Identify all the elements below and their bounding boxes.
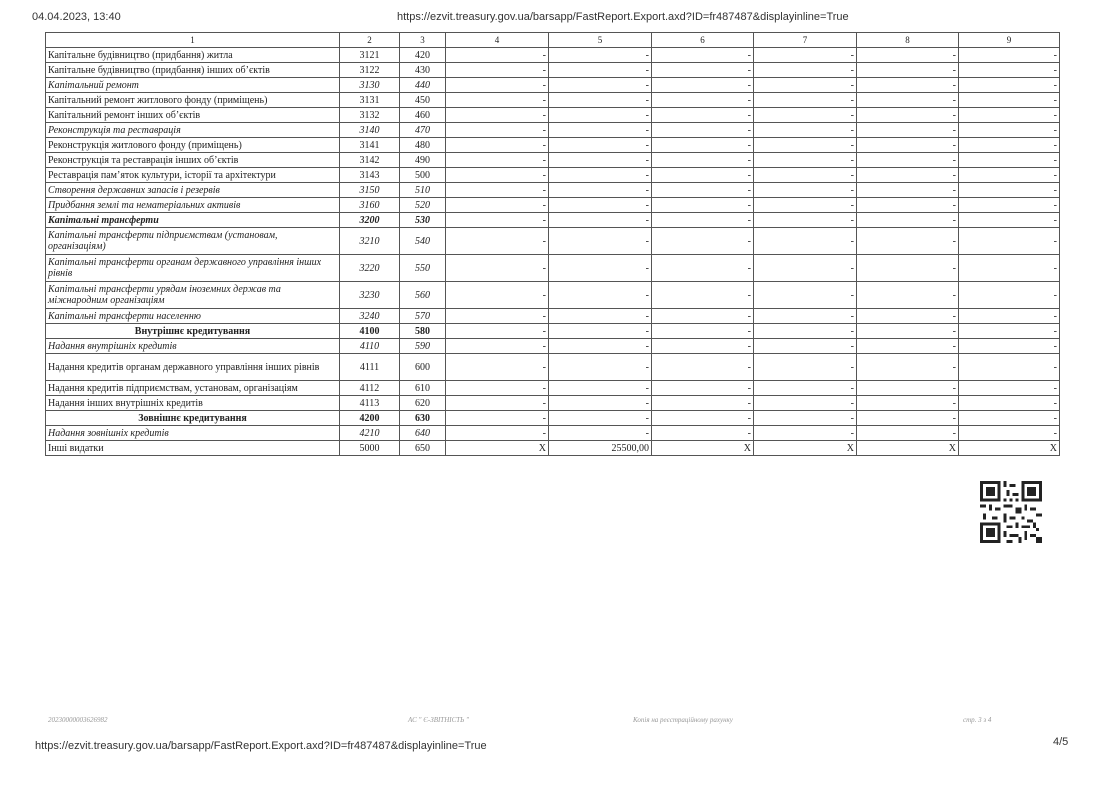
row-value: - bbox=[652, 78, 754, 93]
table-row bbox=[46, 441, 1060, 456]
row-value: - bbox=[652, 153, 754, 168]
print-header bbox=[32, 11, 1064, 27]
row-value: - bbox=[857, 426, 959, 441]
row-line-code: 570 bbox=[400, 309, 446, 324]
row-value: - bbox=[857, 282, 959, 309]
row-value: - bbox=[857, 381, 959, 396]
row-value: - bbox=[857, 78, 959, 93]
row-code: 3160 bbox=[340, 198, 400, 213]
row-value: - bbox=[959, 108, 1060, 123]
column-header: 7 bbox=[754, 33, 857, 48]
row-value: - bbox=[959, 354, 1060, 381]
row-value: - bbox=[857, 168, 959, 183]
row-line-code: 590 bbox=[400, 339, 446, 354]
row-value: - bbox=[446, 426, 549, 441]
row-name: Внутрішнє кредитування bbox=[46, 324, 340, 339]
row-name: Капітальні трансферти урядам іноземних держав та міжнародним організаціям bbox=[46, 282, 340, 309]
row-value: - bbox=[549, 153, 652, 168]
row-name: Придбання землі та нематеріальних активів bbox=[46, 198, 340, 213]
row-name: Капітальні трансферти населенню bbox=[46, 309, 340, 324]
row-value: - bbox=[549, 183, 652, 198]
row-value: - bbox=[754, 282, 857, 309]
row-value: - bbox=[959, 168, 1060, 183]
row-value: - bbox=[959, 228, 1060, 255]
row-code: 4110 bbox=[340, 339, 400, 354]
row-value: - bbox=[959, 396, 1060, 411]
row-value: - bbox=[652, 168, 754, 183]
row-code: 4100 bbox=[340, 324, 400, 339]
system-name: АС " Є-ЗВІТНІСТЬ " bbox=[408, 716, 469, 724]
row-value: - bbox=[754, 183, 857, 198]
row-value: - bbox=[754, 381, 857, 396]
row-value: - bbox=[652, 324, 754, 339]
table-row bbox=[46, 168, 1060, 183]
row-value: - bbox=[754, 411, 857, 426]
row-value: - bbox=[754, 108, 857, 123]
document-footer bbox=[48, 716, 1030, 728]
row-line-code: 480 bbox=[400, 138, 446, 153]
row-value: - bbox=[549, 78, 652, 93]
row-value: - bbox=[857, 255, 959, 282]
table-row bbox=[46, 123, 1060, 138]
table-row bbox=[46, 198, 1060, 213]
row-value: - bbox=[754, 228, 857, 255]
row-value: - bbox=[549, 309, 652, 324]
row-value: - bbox=[652, 339, 754, 354]
document-number: 20230000003626982 bbox=[48, 716, 108, 724]
table-row bbox=[46, 426, 1060, 441]
row-value: - bbox=[652, 63, 754, 78]
row-value: - bbox=[959, 309, 1060, 324]
row-code: 4210 bbox=[340, 426, 400, 441]
row-code: 5000 bbox=[340, 441, 400, 456]
row-code: 3130 bbox=[340, 78, 400, 93]
row-line-code: 430 bbox=[400, 63, 446, 78]
row-name: Реконструкція та реставрація bbox=[46, 123, 340, 138]
row-value: - bbox=[857, 213, 959, 228]
row-name: Створення державних запасів і резервів bbox=[46, 183, 340, 198]
table-row bbox=[46, 339, 1060, 354]
row-value: - bbox=[652, 255, 754, 282]
row-name: Інші видатки bbox=[46, 441, 340, 456]
row-name: Капітальне будівництво (придбання) інших об’єктів bbox=[46, 63, 340, 78]
print-url: https://ezvit.treasury.gov.ua/barsapp/FastReport.Export.axd?ID=fr487487&displayinline=True bbox=[397, 11, 849, 23]
row-name: Капітальний ремонт bbox=[46, 78, 340, 93]
row-value: - bbox=[446, 183, 549, 198]
row-code: 3240 bbox=[340, 309, 400, 324]
table-row bbox=[46, 309, 1060, 324]
row-value: - bbox=[446, 153, 549, 168]
row-value: - bbox=[446, 168, 549, 183]
row-value: - bbox=[857, 411, 959, 426]
row-value: - bbox=[754, 339, 857, 354]
row-value: - bbox=[652, 354, 754, 381]
row-value: - bbox=[446, 93, 549, 108]
print-page-number: 4/5 bbox=[1053, 736, 1069, 748]
table-row bbox=[46, 93, 1060, 108]
row-code: 3210 bbox=[340, 228, 400, 255]
row-line-code: 600 bbox=[400, 354, 446, 381]
row-value: - bbox=[857, 198, 959, 213]
row-value: - bbox=[549, 63, 652, 78]
row-value: - bbox=[446, 123, 549, 138]
row-value: - bbox=[754, 48, 857, 63]
row-value: - bbox=[549, 396, 652, 411]
row-value: - bbox=[549, 108, 652, 123]
row-code: 3230 bbox=[340, 282, 400, 309]
row-value: - bbox=[549, 426, 652, 441]
print-footer-url: https://ezvit.treasury.gov.ua/barsapp/FastReport.Export.axd?ID=fr487487&displayinline=True bbox=[35, 740, 487, 752]
row-value: - bbox=[959, 138, 1060, 153]
row-value: - bbox=[652, 213, 754, 228]
table-row bbox=[46, 183, 1060, 198]
row-code: 3143 bbox=[340, 168, 400, 183]
row-value: - bbox=[754, 63, 857, 78]
row-line-code: 520 bbox=[400, 198, 446, 213]
row-value: - bbox=[959, 381, 1060, 396]
row-value: - bbox=[959, 123, 1060, 138]
row-value: - bbox=[652, 108, 754, 123]
column-header: 8 bbox=[857, 33, 959, 48]
row-value: - bbox=[652, 381, 754, 396]
row-value: - bbox=[857, 339, 959, 354]
row-value: - bbox=[446, 396, 549, 411]
row-value: - bbox=[857, 63, 959, 78]
row-value: - bbox=[754, 153, 857, 168]
row-line-code: 550 bbox=[400, 255, 446, 282]
report-table bbox=[45, 32, 1060, 456]
row-value: - bbox=[857, 153, 959, 168]
column-header: 5 bbox=[549, 33, 652, 48]
row-value: - bbox=[652, 123, 754, 138]
row-value: - bbox=[549, 381, 652, 396]
row-value: - bbox=[549, 48, 652, 63]
row-value: - bbox=[549, 354, 652, 381]
row-value: - bbox=[857, 396, 959, 411]
row-value: - bbox=[549, 255, 652, 282]
row-value: - bbox=[652, 309, 754, 324]
table-row bbox=[46, 48, 1060, 63]
row-value: - bbox=[446, 48, 549, 63]
row-value: 25500,00 bbox=[549, 441, 652, 456]
row-value: X bbox=[446, 441, 549, 456]
row-line-code: 640 bbox=[400, 426, 446, 441]
row-value: - bbox=[959, 426, 1060, 441]
row-name: Капітальний ремонт інших об’єктів bbox=[46, 108, 340, 123]
row-value: - bbox=[446, 309, 549, 324]
row-value: - bbox=[959, 411, 1060, 426]
row-value: - bbox=[446, 381, 549, 396]
row-value: - bbox=[754, 198, 857, 213]
row-code: 3122 bbox=[340, 63, 400, 78]
row-value: - bbox=[959, 198, 1060, 213]
table-row bbox=[46, 78, 1060, 93]
row-value: - bbox=[959, 48, 1060, 63]
print-datetime: 04.04.2023, 13:40 bbox=[32, 11, 121, 23]
row-value: - bbox=[549, 411, 652, 426]
row-name: Надання внутрішніх кредитів bbox=[46, 339, 340, 354]
row-name: Капітальний ремонт житлового фонду (приміщень) bbox=[46, 93, 340, 108]
row-value: - bbox=[446, 354, 549, 381]
row-value: - bbox=[857, 48, 959, 63]
row-value: - bbox=[446, 108, 549, 123]
row-value: - bbox=[446, 255, 549, 282]
row-value: - bbox=[549, 213, 652, 228]
row-value: - bbox=[857, 93, 959, 108]
row-value: - bbox=[549, 123, 652, 138]
row-value: - bbox=[959, 153, 1060, 168]
row-value: - bbox=[754, 213, 857, 228]
table-row bbox=[46, 138, 1060, 153]
table-row bbox=[46, 255, 1060, 282]
row-value: - bbox=[754, 78, 857, 93]
row-line-code: 440 bbox=[400, 78, 446, 93]
row-line-code: 500 bbox=[400, 168, 446, 183]
table-row bbox=[46, 228, 1060, 255]
column-header: 4 bbox=[446, 33, 549, 48]
row-line-code: 470 bbox=[400, 123, 446, 138]
row-value: - bbox=[549, 168, 652, 183]
row-value: - bbox=[446, 213, 549, 228]
row-code: 3220 bbox=[340, 255, 400, 282]
row-value: - bbox=[652, 426, 754, 441]
row-value: - bbox=[857, 354, 959, 381]
column-number-row bbox=[46, 33, 1060, 48]
row-line-code: 460 bbox=[400, 108, 446, 123]
row-code: 3142 bbox=[340, 153, 400, 168]
row-value: - bbox=[446, 198, 549, 213]
row-name: Капітальне будівництво (придбання) житла bbox=[46, 48, 340, 63]
row-value: - bbox=[652, 411, 754, 426]
row-line-code: 560 bbox=[400, 282, 446, 309]
row-value: X bbox=[754, 441, 857, 456]
row-code: 3200 bbox=[340, 213, 400, 228]
row-value: - bbox=[652, 228, 754, 255]
row-value: - bbox=[959, 183, 1060, 198]
row-value: - bbox=[446, 78, 549, 93]
row-value: - bbox=[549, 138, 652, 153]
row-value: - bbox=[652, 93, 754, 108]
table-row bbox=[46, 354, 1060, 381]
row-value: X bbox=[857, 441, 959, 456]
row-value: - bbox=[857, 228, 959, 255]
row-value: - bbox=[446, 138, 549, 153]
row-name: Капітальні трансферти підприємствам (установам, організаціям) bbox=[46, 228, 340, 255]
row-name: Надання інших внутрішніх кредитів bbox=[46, 396, 340, 411]
row-line-code: 540 bbox=[400, 228, 446, 255]
row-value: - bbox=[857, 324, 959, 339]
row-name: Капітальні трансферти органам державного управління інших рівнів bbox=[46, 255, 340, 282]
row-code: 3150 bbox=[340, 183, 400, 198]
row-value: - bbox=[652, 396, 754, 411]
row-value: - bbox=[754, 324, 857, 339]
row-code: 3131 bbox=[340, 93, 400, 108]
row-value: - bbox=[446, 339, 549, 354]
row-name: Реконструкція та реставрація інших об’єктів bbox=[46, 153, 340, 168]
row-value: - bbox=[549, 339, 652, 354]
row-code: 3132 bbox=[340, 108, 400, 123]
row-value: - bbox=[857, 123, 959, 138]
row-value: - bbox=[959, 78, 1060, 93]
row-value: - bbox=[549, 324, 652, 339]
row-value: - bbox=[754, 123, 857, 138]
row-value: - bbox=[754, 93, 857, 108]
report-body bbox=[46, 48, 1060, 456]
row-value: - bbox=[549, 198, 652, 213]
row-value: - bbox=[754, 354, 857, 381]
row-value: - bbox=[857, 108, 959, 123]
row-line-code: 490 bbox=[400, 153, 446, 168]
row-value: - bbox=[959, 255, 1060, 282]
row-value: - bbox=[959, 324, 1060, 339]
row-value: - bbox=[754, 138, 857, 153]
row-line-code: 610 bbox=[400, 381, 446, 396]
copy-note: Копія на реєстраційному рахунку bbox=[633, 716, 733, 724]
row-value: - bbox=[549, 228, 652, 255]
row-name: Реставрація пам’яток культури, історії та архітектури bbox=[46, 168, 340, 183]
row-value: - bbox=[446, 324, 549, 339]
column-header: 2 bbox=[340, 33, 400, 48]
page-of-pages: стр. 3 з 4 bbox=[963, 716, 992, 724]
row-name: Реконструкція житлового фонду (приміщень) bbox=[46, 138, 340, 153]
row-line-code: 450 bbox=[400, 93, 446, 108]
row-value: - bbox=[652, 282, 754, 309]
row-value: - bbox=[754, 309, 857, 324]
column-header: 1 bbox=[46, 33, 340, 48]
row-value: - bbox=[754, 255, 857, 282]
table-row bbox=[46, 213, 1060, 228]
row-value: X bbox=[959, 441, 1060, 456]
row-value: - bbox=[857, 138, 959, 153]
row-value: - bbox=[652, 138, 754, 153]
table-row bbox=[46, 381, 1060, 396]
row-value: - bbox=[446, 63, 549, 78]
row-value: - bbox=[959, 339, 1060, 354]
row-value: - bbox=[652, 198, 754, 213]
row-code: 4112 bbox=[340, 381, 400, 396]
row-value: - bbox=[754, 396, 857, 411]
row-line-code: 620 bbox=[400, 396, 446, 411]
row-code: 3121 bbox=[340, 48, 400, 63]
column-header: 9 bbox=[959, 33, 1060, 48]
row-name: Надання кредитів органам державного управління інших рівнів bbox=[46, 354, 340, 381]
row-name: Надання кредитів підприємствам, установам, організаціям bbox=[46, 381, 340, 396]
row-value: - bbox=[857, 183, 959, 198]
row-value: - bbox=[959, 63, 1060, 78]
table-row bbox=[46, 282, 1060, 309]
row-code: 3141 bbox=[340, 138, 400, 153]
row-code: 4200 bbox=[340, 411, 400, 426]
row-value: - bbox=[446, 282, 549, 309]
column-header: 6 bbox=[652, 33, 754, 48]
row-code: 4113 bbox=[340, 396, 400, 411]
row-line-code: 510 bbox=[400, 183, 446, 198]
row-value: - bbox=[549, 282, 652, 309]
row-value: - bbox=[857, 309, 959, 324]
row-value: - bbox=[652, 48, 754, 63]
row-value: - bbox=[959, 213, 1060, 228]
table-row bbox=[46, 396, 1060, 411]
row-name: Надання зовнішніх кредитів bbox=[46, 426, 340, 441]
row-name: Зовнішнє кредитування bbox=[46, 411, 340, 426]
row-value: X bbox=[652, 441, 754, 456]
row-value: - bbox=[754, 168, 857, 183]
column-header: 3 bbox=[400, 33, 446, 48]
row-value: - bbox=[549, 93, 652, 108]
row-value: - bbox=[959, 282, 1060, 309]
row-value: - bbox=[446, 411, 549, 426]
table-row bbox=[46, 108, 1060, 123]
row-value: - bbox=[446, 228, 549, 255]
row-code: 3140 bbox=[340, 123, 400, 138]
row-line-code: 420 bbox=[400, 48, 446, 63]
table-row bbox=[46, 153, 1060, 168]
table-row bbox=[46, 411, 1060, 426]
row-value: - bbox=[652, 183, 754, 198]
qr-code bbox=[980, 481, 1042, 543]
row-code: 4111 bbox=[340, 354, 400, 381]
row-value: - bbox=[754, 426, 857, 441]
row-line-code: 580 bbox=[400, 324, 446, 339]
row-line-code: 630 bbox=[400, 411, 446, 426]
table-row bbox=[46, 63, 1060, 78]
row-line-code: 530 bbox=[400, 213, 446, 228]
table-row bbox=[46, 324, 1060, 339]
row-line-code: 650 bbox=[400, 441, 446, 456]
row-value: - bbox=[959, 93, 1060, 108]
row-name: Капітальні трансферти bbox=[46, 213, 340, 228]
